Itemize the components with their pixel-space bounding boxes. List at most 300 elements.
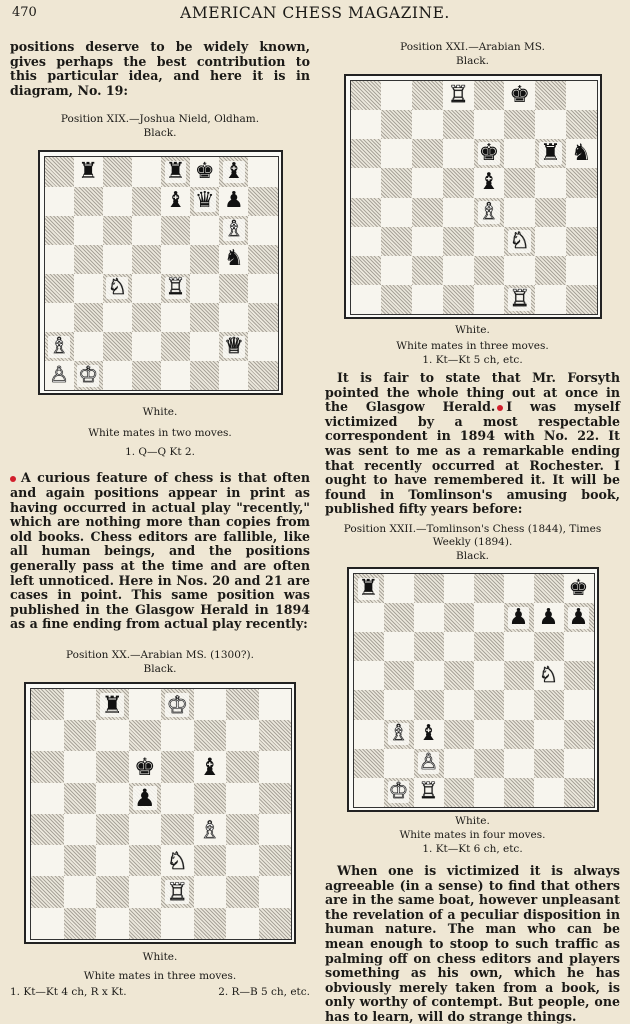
square-d7 — [443, 110, 474, 139]
white-rook-icon: ♖ — [447, 82, 469, 109]
square-e3 — [474, 227, 505, 256]
square-e1 — [474, 778, 504, 807]
square-f7 — [190, 187, 219, 216]
square-h5 — [248, 245, 277, 274]
black-king-icon: ♚ — [509, 82, 530, 109]
square-h1 — [248, 361, 277, 390]
square-d7 — [129, 720, 162, 751]
square-e4 — [161, 274, 190, 303]
square-a6 — [354, 632, 384, 661]
square-f3 — [190, 303, 219, 332]
black-king-icon: ♚ — [194, 158, 215, 184]
white-rook-icon: ♖ — [165, 275, 186, 301]
square-h1 — [566, 285, 597, 314]
square-f1 — [190, 361, 219, 390]
square-a6 — [351, 139, 382, 168]
position-22-task: White mates in four moves. — [399, 828, 546, 841]
square-e8 — [474, 574, 504, 603]
square-d5 — [444, 661, 474, 690]
square-g1 — [226, 908, 259, 939]
square-d2 — [132, 332, 161, 361]
position-19-white-label: White. — [142, 406, 178, 419]
square-a3 — [45, 303, 74, 332]
black-king-icon: ♚ — [568, 575, 589, 601]
square-h1 — [564, 778, 594, 807]
square-d5 — [443, 168, 474, 197]
position-22-black-label: Black. — [456, 549, 489, 562]
square-c7 — [412, 110, 443, 139]
square-g4 — [534, 690, 564, 719]
square-g5 — [534, 661, 564, 690]
square-a8 — [351, 81, 382, 110]
position-22-white-label: White. — [455, 814, 490, 827]
square-f6 — [194, 751, 227, 782]
square-e4 — [161, 814, 194, 845]
square-d8 — [129, 689, 162, 720]
position-20-solution-first: 1. Kt—Kt 4 ch, R x Kt. — [10, 985, 127, 998]
black-rook-icon: ♜ — [165, 158, 186, 184]
square-e7 — [474, 110, 505, 139]
square-b8 — [74, 157, 103, 186]
square-b4 — [381, 198, 412, 227]
square-g4 — [219, 274, 248, 303]
square-a5 — [351, 168, 382, 197]
square-e5 — [161, 245, 190, 274]
black-pawn-icon: ♟ — [133, 784, 156, 813]
square-e4 — [474, 198, 505, 227]
square-e8 — [161, 689, 194, 720]
square-c1 — [414, 778, 444, 807]
square-e6 — [474, 632, 504, 661]
square-a1 — [45, 361, 74, 390]
square-b5 — [64, 783, 97, 814]
page-number: 470 — [12, 5, 37, 20]
square-h4 — [566, 198, 597, 227]
square-g1 — [534, 778, 564, 807]
square-c6 — [103, 216, 132, 245]
white-pawn-icon: ♙ — [49, 362, 69, 388]
position-22-caption: Position XXII.—Tomlinson's Chess (1844), Times Weekly (1894). — [343, 522, 602, 548]
square-h7 — [564, 603, 594, 632]
square-b4 — [64, 814, 97, 845]
position-19-task: White mates in two moves. — [88, 427, 232, 440]
square-h6 — [566, 139, 597, 168]
square-f4 — [194, 814, 227, 845]
square-b1 — [74, 361, 103, 390]
square-d1 — [444, 778, 474, 807]
square-f7 — [194, 720, 227, 751]
square-d4 — [443, 198, 474, 227]
square-c3 — [412, 227, 443, 256]
white-knight-icon: ♘ — [107, 275, 128, 301]
square-f6 — [504, 139, 535, 168]
square-b4 — [74, 274, 103, 303]
square-g6 — [534, 632, 564, 661]
square-h8 — [259, 689, 292, 720]
square-c8 — [412, 81, 443, 110]
square-e4 — [474, 690, 504, 719]
square-h5 — [259, 783, 292, 814]
square-e5 — [474, 168, 505, 197]
square-g7 — [226, 720, 259, 751]
square-h3 — [259, 845, 292, 876]
white-knight-icon: ♘ — [538, 662, 559, 688]
square-e1 — [474, 285, 505, 314]
square-f4 — [504, 198, 535, 227]
square-d8 — [444, 574, 474, 603]
square-a5 — [354, 661, 384, 690]
square-c7 — [414, 603, 444, 632]
square-d1 — [443, 285, 474, 314]
paragraph-intro: positions deserve to be widely known, gives perhaps the best contribution to this particular idea, and here it is in diagram, No. 19: — [10, 39, 310, 98]
white-knight-icon: ♘ — [166, 846, 188, 875]
black-knight-icon: ♞ — [570, 140, 592, 167]
square-h7 — [566, 110, 597, 139]
square-b8 — [64, 689, 97, 720]
square-d4 — [129, 814, 162, 845]
square-c1 — [412, 285, 443, 314]
square-d4 — [444, 690, 474, 719]
position-20-white-label: White. — [142, 950, 178, 963]
square-d5 — [132, 245, 161, 274]
square-a7 — [354, 603, 384, 632]
square-g5 — [535, 168, 566, 197]
white-bishop-icon: ♗ — [388, 721, 409, 747]
square-c8 — [414, 574, 444, 603]
position-20-task: White mates in three moves. — [83, 969, 237, 982]
square-g3 — [534, 720, 564, 749]
square-a8 — [31, 689, 64, 720]
square-c1 — [103, 361, 132, 390]
red-marker-dot — [497, 405, 503, 411]
square-g2 — [226, 876, 259, 907]
square-b3 — [381, 227, 412, 256]
square-d1 — [132, 361, 161, 390]
black-rook-icon: ♜ — [540, 140, 561, 167]
square-d6 — [444, 632, 474, 661]
square-f4 — [504, 690, 534, 719]
black-bishop-icon: ♝ — [478, 169, 500, 196]
square-g8 — [534, 574, 564, 603]
right-column — [325, 40, 620, 1024]
square-d4 — [132, 274, 161, 303]
square-c4 — [412, 198, 443, 227]
square-f5 — [190, 245, 219, 274]
white-king-icon: ♔ — [166, 690, 188, 719]
square-d1 — [129, 908, 162, 939]
square-e2 — [474, 256, 505, 285]
square-f8 — [504, 81, 535, 110]
square-h5 — [564, 661, 594, 690]
square-c5 — [96, 783, 129, 814]
position-19-caption: Position XIX.—Joshua Nield, Oldham. — [60, 113, 260, 126]
position-21-diagram — [344, 74, 602, 319]
square-f8 — [194, 689, 227, 720]
square-f8 — [504, 574, 534, 603]
square-h3 — [566, 227, 597, 256]
square-e3 — [161, 303, 190, 332]
black-pawn-icon: ♟ — [508, 604, 529, 630]
square-a5 — [45, 245, 74, 274]
square-a3 — [354, 720, 384, 749]
black-bishop-icon: ♝ — [223, 158, 244, 184]
paragraph-forsyth: It is fair to state that Mr. Forsyth pointed the whole thing out at once in the Glasgow Herald. I was myself victimized by a most respectable correspondent in 1894 with No. 22. It was sent to me as a remarkable ending that recently occurred at Rochester. I ought to have remembered it. It will be found in Tomlinson's amusing book, published fifty years before: — [325, 370, 620, 517]
white-bishop-icon: ♗ — [223, 217, 244, 243]
square-e5 — [474, 661, 504, 690]
square-e2 — [161, 332, 190, 361]
square-d6 — [132, 216, 161, 245]
square-a4 — [31, 814, 64, 845]
black-rook-icon: ♜ — [101, 690, 123, 719]
square-b2 — [64, 876, 97, 907]
square-h7 — [248, 187, 277, 216]
square-a6 — [31, 751, 64, 782]
square-c7 — [96, 720, 129, 751]
paragraph-victimized: When one is victimized it is always agreeable (in a sense) to find that others are in the same boat, however unpleasant the revelation of a peculiar disposition in human nature. The man who can be mean enough to stoop to such traffic as palming off on chess editors and players something as his own, which he has obviously merely taken from a book, is only worthy of contempt. But people, one has to learn, will do strange things. — [325, 862, 620, 1024]
square-b7 — [384, 603, 414, 632]
chess-board — [44, 156, 279, 391]
square-g8 — [226, 689, 259, 720]
square-h8 — [248, 157, 277, 186]
square-h4 — [259, 814, 292, 845]
black-bishop-icon: ♝ — [418, 721, 439, 747]
square-h2 — [566, 256, 597, 285]
white-bishop-icon: ♗ — [49, 333, 69, 359]
square-a7 — [45, 187, 74, 216]
black-bishop-icon: ♝ — [198, 753, 221, 782]
position-20-caption: Position XX.—Arabian MS. (1300?). — [66, 648, 254, 661]
square-h4 — [248, 274, 277, 303]
square-g7 — [219, 187, 248, 216]
square-b8 — [381, 81, 412, 110]
square-h6 — [564, 632, 594, 661]
black-queen-icon: ♛ — [194, 188, 215, 214]
square-h3 — [564, 720, 594, 749]
square-a4 — [351, 198, 382, 227]
square-a4 — [354, 690, 384, 719]
square-b5 — [74, 245, 103, 274]
square-b3 — [384, 720, 414, 749]
square-b3 — [64, 845, 97, 876]
square-f2 — [504, 749, 534, 778]
square-g7 — [535, 110, 566, 139]
square-f3 — [504, 720, 534, 749]
black-rook-icon: ♜ — [358, 575, 379, 601]
black-pawn-icon: ♟ — [538, 604, 559, 630]
square-c3 — [96, 845, 129, 876]
square-d3 — [444, 720, 474, 749]
white-king-icon: ♔ — [78, 362, 99, 388]
white-bishop-icon: ♗ — [198, 815, 221, 844]
square-f1 — [194, 908, 227, 939]
white-bishop-icon: ♗ — [478, 198, 500, 225]
black-bishop-icon: ♝ — [165, 188, 186, 214]
square-f3 — [194, 845, 227, 876]
square-a1 — [351, 285, 382, 314]
white-knight-icon: ♘ — [509, 227, 530, 254]
position-21-black-label: Black. — [456, 55, 489, 67]
square-g5 — [226, 783, 259, 814]
square-e8 — [161, 157, 190, 186]
square-b7 — [381, 110, 412, 139]
square-e3 — [161, 845, 194, 876]
square-e1 — [161, 908, 194, 939]
square-g4 — [226, 814, 259, 845]
square-e6 — [474, 139, 505, 168]
square-g3 — [535, 227, 566, 256]
square-d6 — [443, 139, 474, 168]
square-b6 — [384, 632, 414, 661]
square-a3 — [351, 227, 382, 256]
black-rook-icon: ♜ — [78, 158, 99, 184]
square-a1 — [354, 778, 384, 807]
position-21-task: White mates in three moves. — [396, 340, 549, 352]
square-f3 — [504, 227, 535, 256]
square-b2 — [74, 332, 103, 361]
left-column — [10, 40, 310, 999]
chess-board — [353, 573, 595, 808]
square-d2 — [129, 876, 162, 907]
square-c6 — [96, 751, 129, 782]
white-queen-icon: ♕ — [223, 333, 244, 359]
square-h2 — [248, 332, 277, 361]
square-e3 — [474, 720, 504, 749]
white-rook-icon: ♖ — [418, 779, 439, 805]
square-g6 — [226, 751, 259, 782]
square-g7 — [534, 603, 564, 632]
chess-board — [350, 80, 598, 315]
white-pawn-icon: ♙ — [418, 750, 439, 776]
square-e1 — [161, 361, 190, 390]
square-a2 — [45, 332, 74, 361]
square-f4 — [190, 274, 219, 303]
square-d2 — [444, 749, 474, 778]
square-h3 — [248, 303, 277, 332]
square-f1 — [504, 285, 535, 314]
square-f5 — [504, 661, 534, 690]
position-19-black-label: Black. — [143, 127, 177, 140]
square-b1 — [381, 285, 412, 314]
position-21-solution: 1. Kt—Kt 5 ch, etc. — [422, 354, 523, 366]
square-f6 — [504, 632, 534, 661]
square-f1 — [504, 778, 534, 807]
square-h5 — [566, 168, 597, 197]
square-h6 — [248, 216, 277, 245]
square-c5 — [414, 661, 444, 690]
magazine-title: AMERICAN CHESS MAGAZINE. — [180, 4, 450, 22]
square-g5 — [219, 245, 248, 274]
square-a7 — [351, 110, 382, 139]
square-b6 — [64, 751, 97, 782]
square-d2 — [443, 256, 474, 285]
square-f7 — [504, 603, 534, 632]
position-19-solution: 1. Q—Q Kt 2. — [125, 446, 195, 459]
black-knight-icon: ♞ — [223, 246, 244, 272]
square-f2 — [194, 876, 227, 907]
square-a7 — [31, 720, 64, 751]
square-g3 — [226, 845, 259, 876]
square-a5 — [31, 783, 64, 814]
square-d6 — [129, 751, 162, 782]
position-20-diagram — [24, 682, 296, 944]
square-d8 — [132, 157, 161, 186]
position-20-solution-second: 2. R—B 5 ch, etc. — [218, 985, 310, 998]
square-b8 — [384, 574, 414, 603]
black-king-icon: ♚ — [478, 140, 500, 167]
square-d8 — [443, 81, 474, 110]
square-b1 — [384, 778, 414, 807]
square-c1 — [96, 908, 129, 939]
square-a1 — [31, 908, 64, 939]
square-c4 — [103, 274, 132, 303]
square-e6 — [161, 216, 190, 245]
square-f7 — [504, 110, 535, 139]
square-c6 — [414, 632, 444, 661]
position-22-solution: 1. Kt—Kt 6 ch, etc. — [422, 842, 523, 855]
square-c3 — [414, 720, 444, 749]
square-e2 — [161, 876, 194, 907]
square-c7 — [103, 187, 132, 216]
square-b5 — [384, 661, 414, 690]
square-b3 — [74, 303, 103, 332]
square-c2 — [412, 256, 443, 285]
square-a2 — [351, 256, 382, 285]
square-c2 — [103, 332, 132, 361]
square-e7 — [161, 187, 190, 216]
square-d3 — [129, 845, 162, 876]
square-a4 — [45, 274, 74, 303]
white-rook-icon: ♖ — [166, 878, 188, 907]
square-d5 — [129, 783, 162, 814]
square-g6 — [535, 139, 566, 168]
square-d3 — [443, 227, 474, 256]
square-b7 — [74, 187, 103, 216]
position-22-diagram — [347, 567, 599, 812]
square-g2 — [535, 256, 566, 285]
square-g2 — [219, 332, 248, 361]
square-g8 — [535, 81, 566, 110]
square-e2 — [474, 749, 504, 778]
square-a6 — [45, 216, 74, 245]
square-b1 — [64, 908, 97, 939]
square-e5 — [161, 783, 194, 814]
square-g2 — [534, 749, 564, 778]
square-h4 — [564, 690, 594, 719]
square-g4 — [535, 198, 566, 227]
paragraph-curious-feature: A curious feature of chess is that often and again positions appear in print as having occurred in actual play "recently," which are nothing more than copies from old books. Chess editors are fallible, like all human beings, and the positions generally pass at the time and are often left unnoticed. Here in Nos. 20 and 21 are cases in point. This same position was published in the Glasgow Herald in 1894 as a fine ending from actual play recently: — [10, 470, 310, 632]
position-21-caption: Position XXI.—Arabian MS. — [400, 41, 545, 53]
white-king-icon: ♔ — [388, 779, 409, 805]
square-b6 — [381, 139, 412, 168]
square-a2 — [354, 749, 384, 778]
red-marker-dot — [10, 476, 16, 482]
position-19-diagram — [38, 150, 283, 395]
square-f6 — [190, 216, 219, 245]
black-pawn-icon: ♟ — [568, 604, 589, 630]
square-c4 — [414, 690, 444, 719]
square-a2 — [31, 876, 64, 907]
square-c5 — [412, 168, 443, 197]
square-d7 — [444, 603, 474, 632]
square-h8 — [564, 574, 594, 603]
square-c5 — [103, 245, 132, 274]
square-c2 — [414, 749, 444, 778]
square-f8 — [190, 157, 219, 186]
square-b6 — [74, 216, 103, 245]
square-b4 — [384, 690, 414, 719]
square-e8 — [474, 81, 505, 110]
white-rook-icon: ♖ — [509, 285, 530, 312]
